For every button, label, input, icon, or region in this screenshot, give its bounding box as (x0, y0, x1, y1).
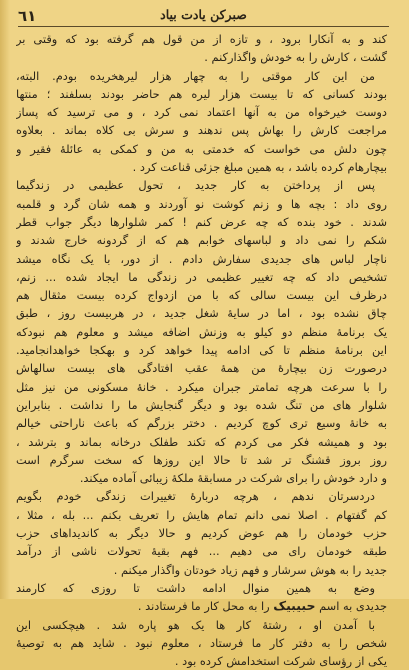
text-line: شلوار های من تنگ شده بود و دیگر گنجایش ما را نداشت . بنابراین (16, 397, 387, 412)
text-line: دردسرتان ندهم ، هرچه دربارهٔ تغییرات زندگی خودم بگویم (16, 489, 375, 504)
text-line: کم گفتهام . اصلا نمی دانم تمام هایش را تعریف بکنم ... بله ، مثلا ، (16, 507, 387, 522)
running-title: صبرکن یادت بیاد (160, 7, 247, 22)
text-line: شخص را به دفتر کار ما فرستاد ، معلوم نبود . شاید هم به توصیهٔ (16, 635, 387, 650)
text-line: مراجعت کارش را بهاش پس ندهند و سرش بی کلاه بماند . بعلاوه (16, 123, 387, 138)
text-line: چون دلش می خواست که خدمتی به من و کمکی به عائلهٔ فقیر و (16, 141, 387, 156)
text-line: شدند . خود بنده که چه عرض کنم ! کمر شلوارها دیگر جواب قطر (16, 214, 387, 229)
text-line: را با سرعت هرچه تمامتر جبران میکرد . خانهٔ مسکونی من نیز مثل (16, 379, 387, 394)
text-line: به خانهٔ وسیع تری کوچ کردیم . دختر بزرگم که باعث ناراحتی خیالم (16, 416, 387, 431)
text-line: درصورت زن بیچارهٔ من همهٔ عقب افتادگی های بیست سالهاش (16, 361, 387, 376)
text-line: گشت ، کارش را به خودش واگذارکنم . (204, 50, 387, 65)
page-header (18, 4, 389, 27)
text-line: این برنامهٔ منظم تا کی ادامه پیدا خواهد کرد و بهکجا خواهدانجامید. (16, 343, 387, 358)
text-line: جدید را به هوش سرشار و فهم زیاد خودتان واگذار میکنم . (113, 562, 387, 577)
text-line: ناچار لباس های جدیدی سفارش دادم . از دور، با یک نگاه میشد (16, 251, 387, 266)
text-line: کند و به آنکارا برود ، و تازه از من قول هم گرفته بود که وقتی بر (16, 32, 387, 46)
emphasized-name: حبیبیک (273, 598, 316, 614)
page-gutter-shadow (0, 0, 10, 599)
text-line: تشخیص داد که چه تغییر عظیمی در زندگی ما ایجاد شده ... زنم، (16, 269, 387, 284)
text-line: من این کار موقتی را به چهار هزار لیرهخریده بودم. البته، (16, 68, 375, 83)
text-line: روز بروز قشنگ تر شد تا حالا این روزها که سخت سرگرم است (16, 452, 387, 467)
text-line: شکم را نمی داد و لباسهای خوابم هم که از گردونه خارج شدند و (16, 233, 387, 248)
text-line: بودند کسانی که تا بیست هزار لیره هم حاضر بودند بسلفند ؛ منتها (16, 86, 387, 101)
text-line: و دارد خودش را برای شرکت در مسابقهٔ ملکهٔ زیبائی آماده میکند. (79, 471, 387, 486)
text-line: یک برنامهٔ منظم دو کیلو به وزنش اضافه میشد و معلوم هم نبودکه (16, 324, 387, 339)
text-line: چاق نشده بود ، اما در سایهٔ شغل جدید ، در هربیست روز ، طبق (16, 306, 387, 321)
text-line: دوست خیرخواه من به آنها اعتماد نمی کرد ، و می ترسید که پساز (16, 105, 387, 120)
text-line: وضع به همین منوال ادامه داشت تا روزی که کارمند (16, 580, 375, 595)
text-line: درظرف این بیست سالی که با من ازدواج کرده بیست مثقال هم (16, 288, 387, 303)
body-text (16, 30, 387, 670)
text-line: بود و همیشه فکر می کردم که تکند طفلک درخانه بماند و بترشد ، (16, 434, 387, 449)
text-line: حزب خودمان را هم عوض کردیم و حالا دیگر به کاندیداهای حزب (16, 526, 387, 541)
text-line: روی داد : بچه ها و زنم کوشت نو آوردند و همه شان گرد و قلمبه (16, 196, 387, 211)
page-number: ٦١ (18, 7, 37, 25)
text-line: یکی از رؤسای شرکت استخدامش کرده بود . (174, 654, 387, 669)
text-line: پس از پرداختن به کار جدید ، تحول عظیمی در زندگیما (16, 178, 375, 193)
text-line: طبقه خودمان رای می دهیم ... فهم بقیهٔ تحولات ناشی از درآمد (16, 544, 387, 559)
text-line: با آمدن او ، رشتهٔ کار ها یک هو پاره شد . هیچکسی این (16, 617, 375, 632)
text-line-with-emphasis: جدیدی به اسم حبیبیک را به محل کار ما فرستادند . (137, 598, 387, 614)
text-line: بیچارهام کرده باشد ، به همین مبلغ جزئی قناعت کرد . (132, 160, 387, 175)
